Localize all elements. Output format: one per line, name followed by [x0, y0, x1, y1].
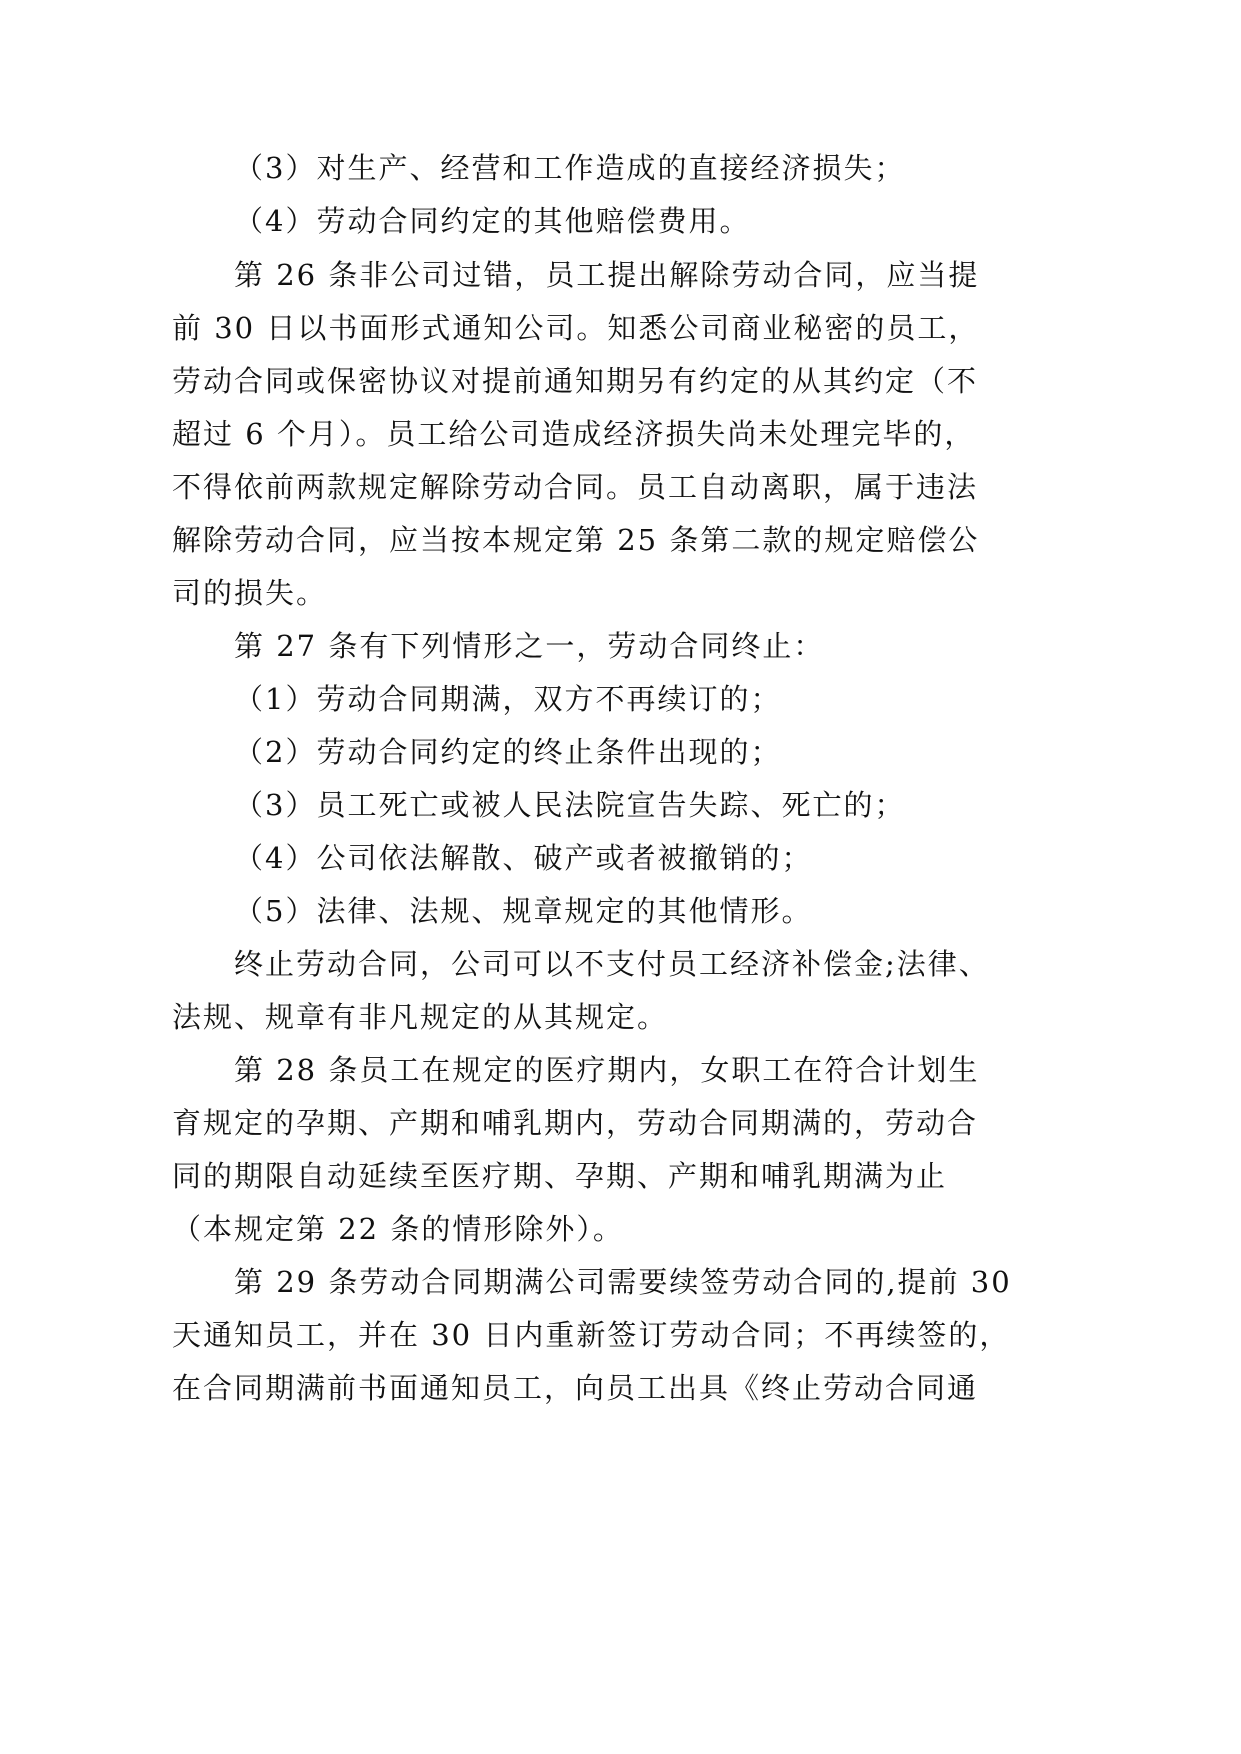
- text-line: 不得依前两款规定解除劳动合同。员工自动离职，属于违法: [172, 470, 979, 504]
- text-line: 解除劳动合同，应当按本规定第 25 条第二款的规定赔偿公: [172, 523, 980, 557]
- text-line: （4）劳动合同约定的其他赔偿费用。: [234, 204, 751, 238]
- text-line: （本规定第 22 条的情形除外）。: [172, 1212, 624, 1246]
- text-line: （5）法律、法规、规章规定的其他情形。: [234, 894, 813, 928]
- text-line: （4）公司依法解散、破产或者被撤销的；: [234, 841, 813, 875]
- text-line: 司的损失。: [172, 576, 328, 610]
- text-line: 终止劳动合同，公司可以不支付员工经济补偿金;法律、: [234, 947, 990, 981]
- text-line: 第 29 条劳动合同期满公司需要续签劳动合同的,提前 30: [234, 1265, 1012, 1299]
- text-line: 天通知员工，并在 30 日内重新签订劳动合同；不再续签的，: [172, 1318, 1011, 1352]
- text-line: 超过 6 个月）。员工给公司造成经济损失尚未处理完毕的，: [172, 417, 976, 451]
- text-line: 劳动合同或保密协议对提前通知期另有约定的从其约定（不: [172, 364, 979, 398]
- text-line: 法规、规章有非凡规定的从其规定。: [172, 1000, 669, 1034]
- text-line: 同的期限自动延续至医疗期、孕期、产期和哺乳期满为止: [172, 1159, 948, 1193]
- text-line: 第 27 条有下列情形之一，劳动合同终止：: [234, 629, 825, 663]
- text-line: （1）劳动合同期满，双方不再续订的；: [234, 682, 782, 716]
- text-line: （2）劳动合同约定的终止条件出现的；: [234, 735, 782, 769]
- text-line: 第 28 条员工在规定的医疗期内，女职工在符合计划生: [234, 1053, 980, 1087]
- text-line: 第 26 条非公司过错，员工提出解除劳动合同，应当提: [234, 258, 980, 292]
- text-line: （3）对生产、经营和工作造成的直接经济损失；: [234, 151, 906, 185]
- text-line: （3）员工死亡或被人民法院宣告失踪、死亡的；: [234, 788, 906, 822]
- text-line: 在合同期满前书面通知员工，向员工出具《终止劳动合同通: [172, 1371, 979, 1405]
- text-line: 前 30 日以书面形式通知公司。知悉公司商业秘密的员工，: [172, 311, 980, 345]
- text-line: 育规定的孕期、产期和哺乳期内，劳动合同期满的，劳动合: [172, 1106, 979, 1140]
